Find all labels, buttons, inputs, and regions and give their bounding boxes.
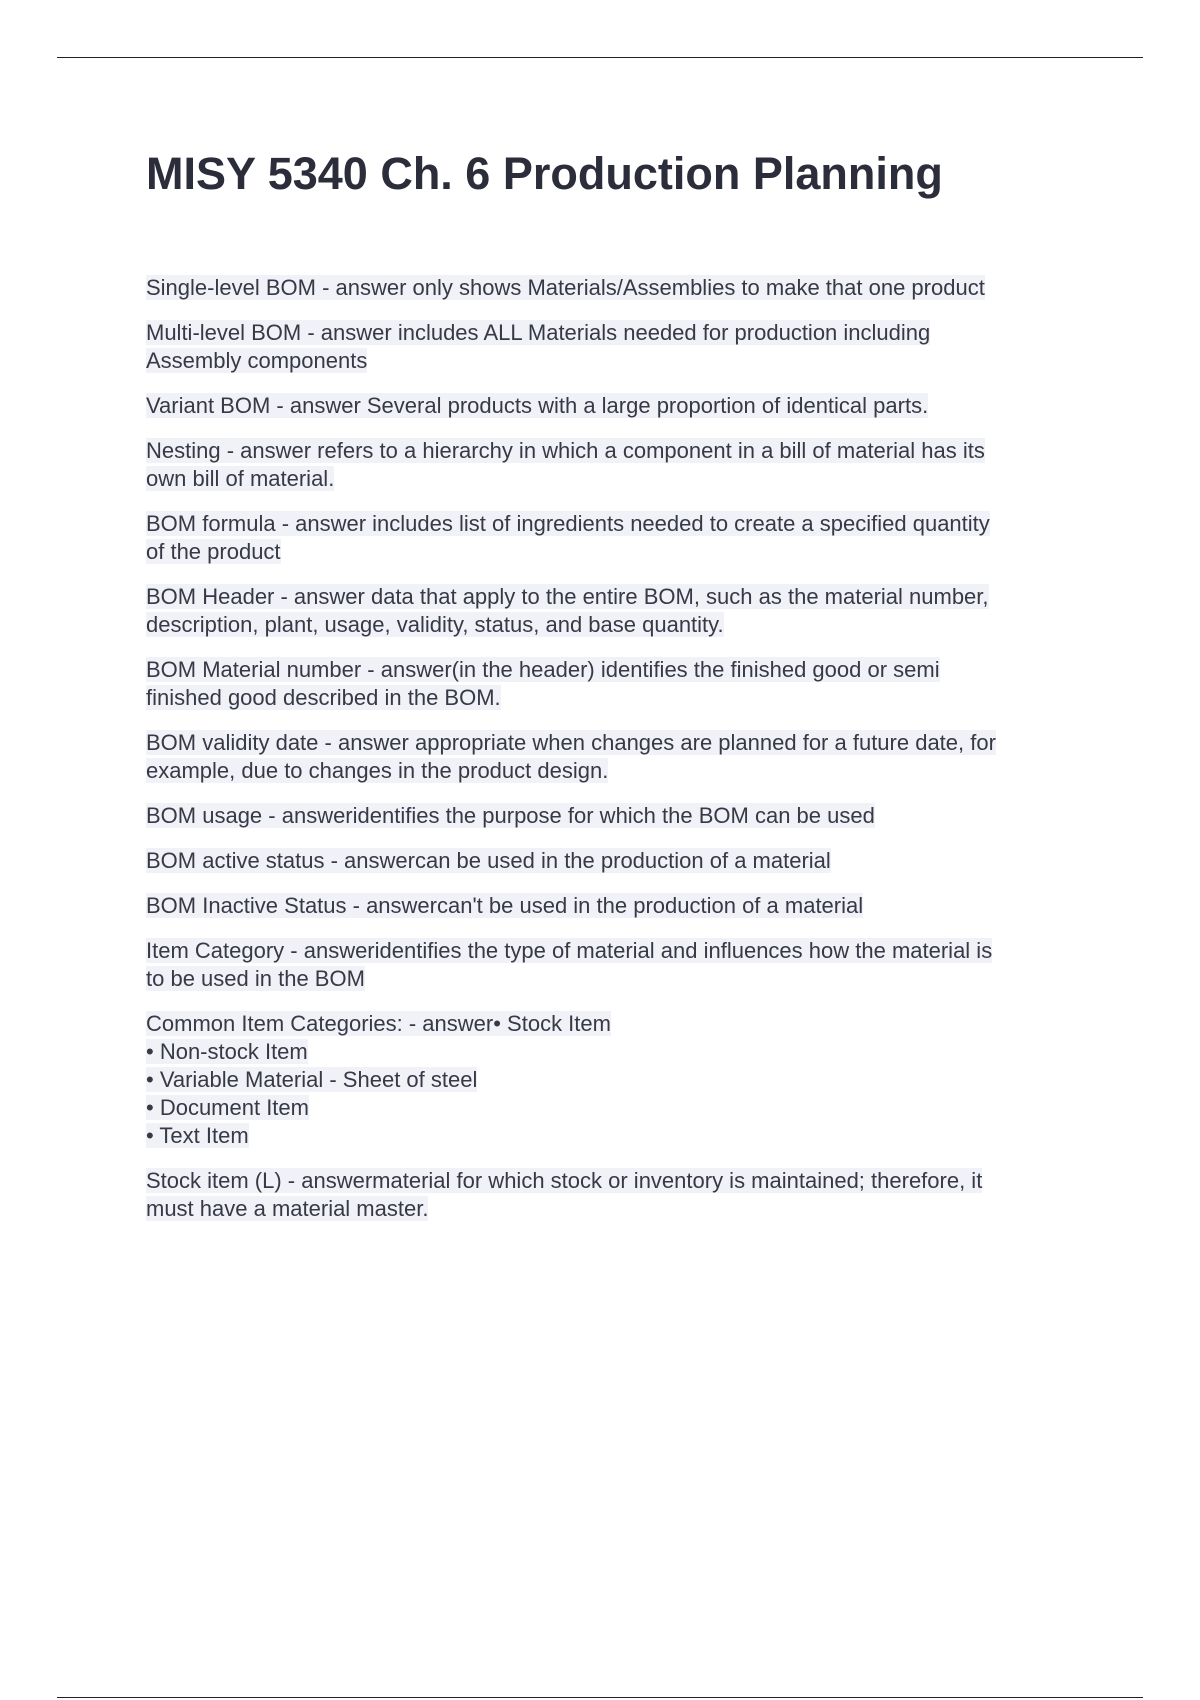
entry-list <box>146 274 1086 1223</box>
entry-bom-header: BOM Header - answer data that apply to the entire BOM, such as the material number, description, plant, usage, validity, status, and base quantity. <box>146 584 989 637</box>
document-body <box>146 140 1086 1240</box>
entry-bom-material-number: BOM Material number - answer(in the header) identifies the finished good or semi finished good described in the BOM. <box>146 657 940 710</box>
entry-bom-validity-date: BOM validity date - answer appropriate when changes are planned for a future date, for example, due to changes in the product design. <box>146 730 996 783</box>
page-title: MISY 5340 Ch. 6 Production Planning <box>146 148 943 199</box>
entry-bom-formula: BOM formula - answer includes list of ingredients needed to create a specified quantity of the product <box>146 511 990 564</box>
entry-single-level-bom: Single-level BOM - answer only shows Materials/Assemblies to make that one product <box>146 275 985 300</box>
top-rule <box>57 57 1143 58</box>
entry-variant-bom: Variant BOM - answer Several products with a large proportion of identical parts. <box>146 393 929 418</box>
bottom-rule <box>57 1697 1143 1698</box>
entry-stock-item: Stock item (L) - answermaterial for which stock or inventory is maintained; therefore, it must have a material master. <box>146 1168 983 1221</box>
entry-bom-active-status: BOM active status - answercan be used in the production of a material <box>146 848 831 873</box>
entry-multi-level-bom: Multi-level BOM - answer includes ALL Materials needed for production including Assembly components <box>146 320 931 373</box>
entry-nesting: Nesting - answer refers to a hierarchy in which a component in a bill of material has its own bill of material. <box>146 438 985 491</box>
entry-bom-usage: BOM usage - answeridentifies the purpose for which the BOM can be used <box>146 803 875 828</box>
entry-item-category: Item Category - answeridentifies the type of material and influences how the material is to be used in the BOM <box>146 938 993 991</box>
entry-common-item-categories: Common Item Categories: - answer• Stock Item • Non-stock Item • Variable Material - Sheet of steel • Document Item • Text Item <box>146 1011 611 1148</box>
entry-bom-inactive-status: BOM Inactive Status - answercan't be used in the production of a material <box>146 893 864 918</box>
